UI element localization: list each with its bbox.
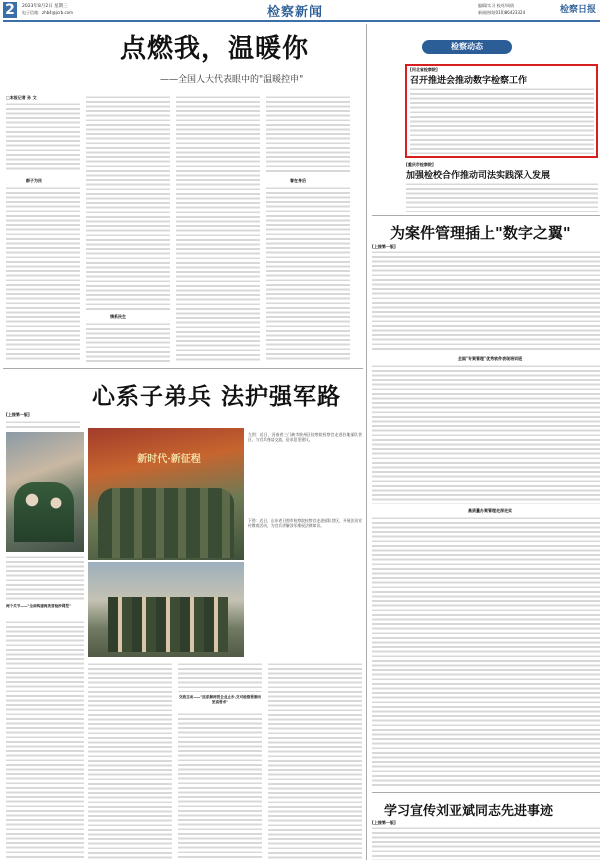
main-byline: □本报记者 孙 文	[6, 95, 37, 100]
item1-tag: [河北省检察院]	[410, 67, 438, 72]
item1-headline: 召开推进会推动数字检察工作	[410, 76, 528, 86]
photo-caption-1: 左图：近日，河南省三门峡市陕州区检察院检察官走进驻地部队营区，与官兵座谈交流，征求意见建议。	[248, 432, 362, 442]
photo-people	[108, 597, 228, 652]
main-col1-text-a	[6, 102, 80, 172]
second-col3-text-a	[178, 662, 262, 692]
sidebar-rule-2	[372, 792, 600, 793]
editor-line: 电子信箱：zhb4@jcrb.com	[22, 10, 74, 15]
item1-body	[410, 87, 594, 154]
photo-sign: 新时代·新征程	[137, 454, 201, 465]
second-tag: [上接第一版]	[6, 412, 30, 417]
item4-tag: [上接第一版]	[372, 820, 396, 825]
item3-sub-bold: 高质量办案管理走深走实	[468, 508, 512, 513]
item2-headline: 加强检校合作推动司法实践深入发展	[406, 171, 551, 181]
main-col4-text-a	[266, 95, 350, 173]
sidebar-rule-1	[372, 215, 600, 216]
sidebar-box-title-text: 检察动态	[451, 42, 483, 51]
item2-body	[406, 182, 598, 212]
second-col1-text-c	[6, 620, 84, 860]
second-col2-text	[88, 662, 172, 860]
item3-body-a	[372, 250, 600, 352]
second-col1-text-b	[6, 555, 84, 600]
main-sub-2: 春在身后	[290, 178, 306, 183]
photo-caption-2: 下图：近日，山东省日照市检察院检察官走进部队营区，开展法治宣传教育活动，为官兵讲解涉军维权法律知识。	[248, 518, 362, 528]
second-col4-text	[268, 662, 362, 860]
editor-right: 编辑/实习 校对/周倩	[478, 3, 514, 8]
photo-delegates	[6, 432, 84, 552]
main-col2-text-b	[86, 322, 170, 362]
second-sub-1: 两个关节——"全面构建两类普检涉网型"	[6, 604, 71, 608]
phone-right: 新闻热线(010)86423324	[478, 10, 526, 15]
main-sub-1: 群子为民	[26, 178, 42, 183]
item3-sub-quote: 全国"专案管理"优秀软件表现培训班	[457, 356, 523, 361]
headline-3: 为案件管理插上"数字之翼"	[390, 224, 571, 242]
photo-soldiers	[98, 488, 234, 558]
headline-4: 学习宣传刘亚斌同志先进事迹	[384, 804, 554, 819]
sidebar-box-title	[422, 40, 512, 54]
column-divider	[366, 24, 367, 860]
item2-tag: [重庆市检察院]	[406, 162, 434, 167]
item3-body-c	[372, 516, 600, 786]
date-line: 2023年8月2日 星期三	[22, 4, 68, 9]
photo-street	[88, 562, 244, 657]
second-col3-text-b	[178, 712, 262, 860]
item4-body	[372, 826, 600, 860]
item3-body-b	[372, 364, 600, 504]
main-headline: 点燃我，温暖你	[120, 34, 310, 64]
main-col4-text-b	[266, 186, 350, 362]
item3-tag: [上接第一版]	[372, 244, 396, 249]
header-rule	[3, 20, 600, 22]
main-sub-3: 情系民生	[110, 314, 126, 319]
main-col2-text	[86, 95, 170, 310]
second-col1-text-a	[6, 420, 80, 430]
page-header	[0, 0, 603, 22]
photo-figures	[14, 482, 74, 542]
second-sub-2: 交流互动——"医系解两普企业止步,交对检察要潮出更高要求"	[178, 695, 262, 704]
main-col3-text	[176, 95, 260, 362]
section-title: 检察新闻	[266, 5, 323, 20]
second-headline: 心系子弟兵 法护强军路	[92, 383, 342, 410]
main-subheadline: ——全国人大代表眼中的"温暖控申"	[160, 75, 304, 85]
main-col1-text-b	[6, 186, 80, 362]
photo-banner	[88, 428, 244, 560]
main-story-bottom-rule	[3, 368, 363, 369]
page-number: 2	[3, 2, 17, 18]
paper-logo: 检察日报	[560, 5, 597, 15]
